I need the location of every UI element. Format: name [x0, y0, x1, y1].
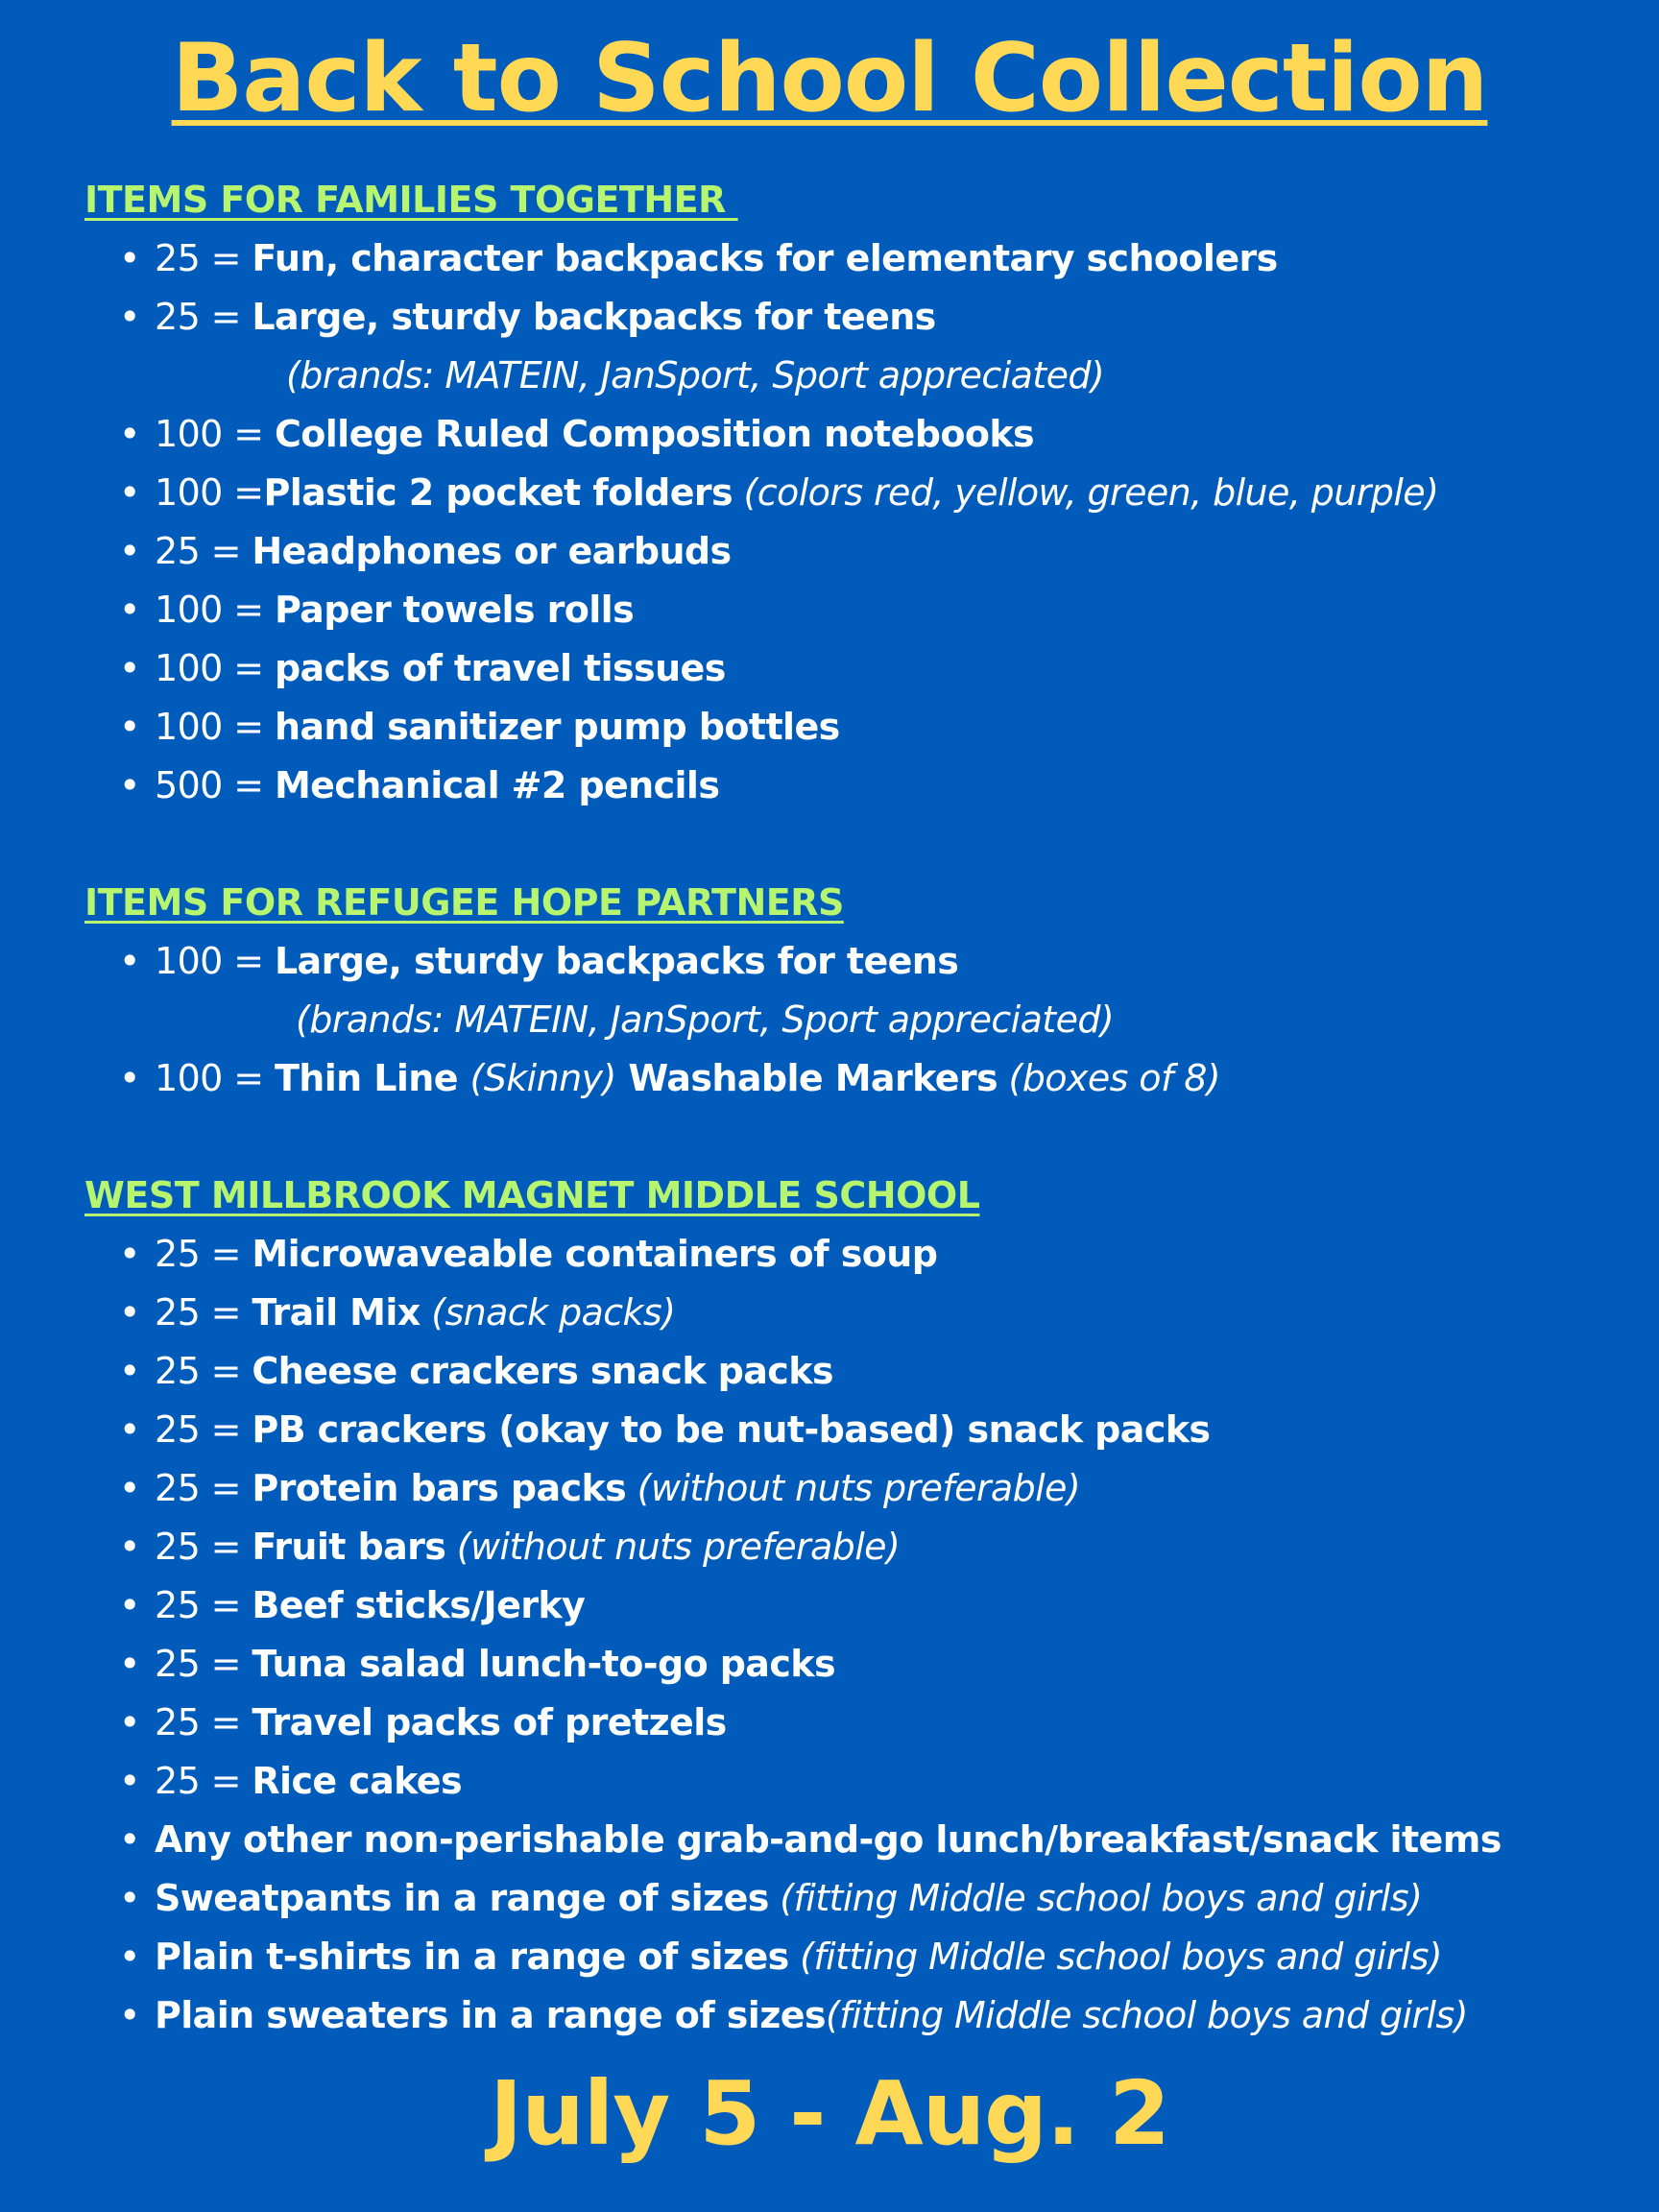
- item-quantity: 25 =: [155, 1760, 252, 1802]
- item-list: [84, 932, 1621, 1108]
- bullet-icon: •: [119, 647, 140, 689]
- item-name: Large, sturdy backpacks for teens: [252, 296, 936, 338]
- item-note: (fitting Middle school boys and girls): [768, 1877, 1423, 1919]
- list-item: [84, 581, 1621, 639]
- bullet-icon: •: [119, 589, 140, 631]
- bullet-icon: •: [119, 1350, 140, 1392]
- item-name: Cheese crackers snack packs: [252, 1350, 833, 1392]
- item-quantity: 25 =: [155, 1291, 252, 1334]
- list-item: [84, 698, 1621, 757]
- item-quantity: 25 =: [155, 1350, 252, 1392]
- list-item: [84, 1694, 1621, 1752]
- list-item: [84, 932, 1621, 1049]
- list-item: [84, 229, 1621, 288]
- item-quantity: 100 =: [155, 1057, 275, 1099]
- collection-dates: July 5 - Aug. 2: [489, 2062, 1170, 2165]
- item-name: Microwaveable containers of soup: [252, 1233, 938, 1275]
- bullet-icon: •: [119, 1818, 140, 1861]
- item-quantity: 100 =: [155, 706, 275, 748]
- item-name: Headphones or earbuds: [252, 530, 732, 572]
- item-quantity: 25 =: [155, 1643, 252, 1685]
- item-quantity: 25 =: [155, 296, 252, 338]
- item-name: Rice cakes: [252, 1760, 462, 1802]
- section-west-millbrook: [84, 1166, 1621, 2045]
- bullet-icon: •: [119, 1701, 140, 1743]
- item-note: (fitting Middle school boys and girls): [825, 1994, 1468, 2036]
- item-name: Fun, character backpacks for elementary schoolers: [252, 237, 1278, 279]
- list-item: [84, 1752, 1621, 1811]
- bullet-icon: •: [119, 940, 140, 982]
- section-heading: WEST MILLBROOK MAGNET MIDDLE SCHOOL: [84, 1174, 980, 1216]
- bullet-icon: •: [119, 1643, 140, 1685]
- item-name: Large, sturdy backpacks for teens: [274, 940, 959, 982]
- item-note: (fitting Middle school boys and girls): [788, 1936, 1443, 1978]
- bullet-icon: •: [119, 296, 140, 338]
- bullet-icon: •: [119, 1994, 140, 2036]
- collection-lists: [84, 171, 1621, 2045]
- item-name: Sweatpants in a range of sizes: [155, 1877, 769, 1919]
- item-quantity: 100 =: [155, 471, 264, 514]
- item-note: (Skinny): [469, 1057, 616, 1099]
- item-note: (without nuts preferable): [445, 1526, 901, 1568]
- item-quantity: 100 =: [155, 940, 275, 982]
- list-item: [84, 757, 1621, 815]
- item-note: (colors red, yellow, green, blue, purple): [733, 471, 1439, 514]
- item-name: Trail Mix: [252, 1291, 421, 1334]
- page-title: Back to School Collection: [171, 24, 1488, 133]
- list-item: [84, 288, 1621, 405]
- bullet-icon: •: [119, 1877, 140, 1919]
- item-note: (snack packs): [420, 1291, 676, 1334]
- bullet-icon: •: [119, 1760, 140, 1802]
- bullet-icon: •: [119, 237, 140, 279]
- section-heading: ITEMS FOR REFUGEE HOPE PARTNERS: [84, 881, 844, 924]
- item-name: Fruit bars: [252, 1526, 446, 1568]
- item-name: PB crackers (okay to be nut-based) snack packs: [252, 1408, 1211, 1451]
- list-item: [84, 1986, 1621, 2045]
- item-quantity: 100 =: [155, 647, 275, 689]
- item-quantity: 25 =: [155, 530, 252, 572]
- item-list: [84, 1225, 1621, 2045]
- item-quantity: 25 =: [155, 1526, 252, 1568]
- item-subnote: (brands: MATEIN, JanSport, Sport appreciated): [286, 354, 1105, 397]
- section-heading: ITEMS FOR FAMILIES TOGETHER: [84, 179, 738, 221]
- list-item: [84, 1225, 1621, 1284]
- item-list: [84, 229, 1621, 815]
- list-item: [84, 522, 1621, 581]
- item-name-continued: Washable Markers: [615, 1057, 998, 1099]
- item-quantity: 25 =: [155, 1701, 252, 1743]
- list-item: [84, 1811, 1621, 1869]
- bullet-icon: •: [119, 1936, 140, 1978]
- list-item: [84, 1284, 1621, 1342]
- list-item: [84, 1928, 1621, 1986]
- bullet-icon: •: [119, 1584, 140, 1626]
- bullet-icon: •: [119, 1291, 140, 1334]
- list-item: [84, 1869, 1621, 1928]
- bullet-icon: •: [119, 1467, 140, 1509]
- item-name: Thin Line: [274, 1057, 470, 1099]
- bullet-icon: •: [119, 706, 140, 748]
- list-item: [84, 1049, 1621, 1108]
- item-name: hand sanitizer pump bottles: [274, 706, 840, 748]
- item-quantity: 25 =: [155, 1233, 252, 1275]
- list-item: [84, 1518, 1621, 1576]
- bullet-icon: •: [119, 530, 140, 572]
- item-quantity: 25 =: [155, 237, 252, 279]
- item-name: Protein bars packs: [252, 1467, 627, 1509]
- item-quantity: 500 =: [155, 764, 275, 806]
- list-item: [84, 1459, 1621, 1518]
- item-name: Plastic 2 pocket folders: [263, 471, 733, 514]
- bullet-icon: •: [119, 1408, 140, 1451]
- bullet-icon: •: [119, 1233, 140, 1275]
- item-name: Beef sticks/Jerky: [252, 1584, 586, 1626]
- list-item: [84, 1401, 1621, 1459]
- item-name: Mechanical #2 pencils: [274, 764, 720, 806]
- bullet-icon: •: [119, 413, 140, 455]
- item-quantity: 25 =: [155, 1467, 252, 1509]
- list-item: [84, 464, 1621, 522]
- section-refugee-hope-partners: [84, 874, 1621, 1108]
- item-name: packs of travel tissues: [274, 647, 726, 689]
- item-name: Any other non-perishable grab-and-go lunch/breakfast/snack items: [155, 1818, 1502, 1861]
- item-name: Travel packs of pretzels: [252, 1701, 727, 1743]
- list-item: [84, 639, 1621, 698]
- item-name: Plain t-shirts in a range of sizes: [155, 1936, 789, 1978]
- bullet-icon: •: [119, 1057, 140, 1099]
- bullet-icon: •: [119, 471, 140, 514]
- list-item: [84, 1342, 1621, 1401]
- list-item: [84, 1576, 1621, 1635]
- section-families-together: [84, 171, 1621, 815]
- item-name: Paper towels rolls: [274, 589, 635, 631]
- item-quantity: 100 =: [155, 589, 275, 631]
- item-name: Plain sweaters in a range of sizes: [155, 1994, 826, 2036]
- item-quantity: 100 =: [155, 413, 275, 455]
- item-name: College Ruled Composition notebooks: [274, 413, 1035, 455]
- bullet-icon: •: [119, 1526, 140, 1568]
- item-name: Tuna salad lunch-to-go packs: [252, 1643, 835, 1685]
- item-quantity: 25 =: [155, 1408, 252, 1451]
- item-note-continued: (boxes of 8): [998, 1057, 1221, 1099]
- list-item: [84, 405, 1621, 464]
- item-note: (without nuts preferable): [626, 1467, 1081, 1509]
- list-item: [84, 1635, 1621, 1694]
- bullet-icon: •: [119, 764, 140, 806]
- item-quantity: 25 =: [155, 1584, 252, 1626]
- item-subnote: (brands: MATEIN, JanSport, Sport appreciated): [296, 998, 1115, 1041]
